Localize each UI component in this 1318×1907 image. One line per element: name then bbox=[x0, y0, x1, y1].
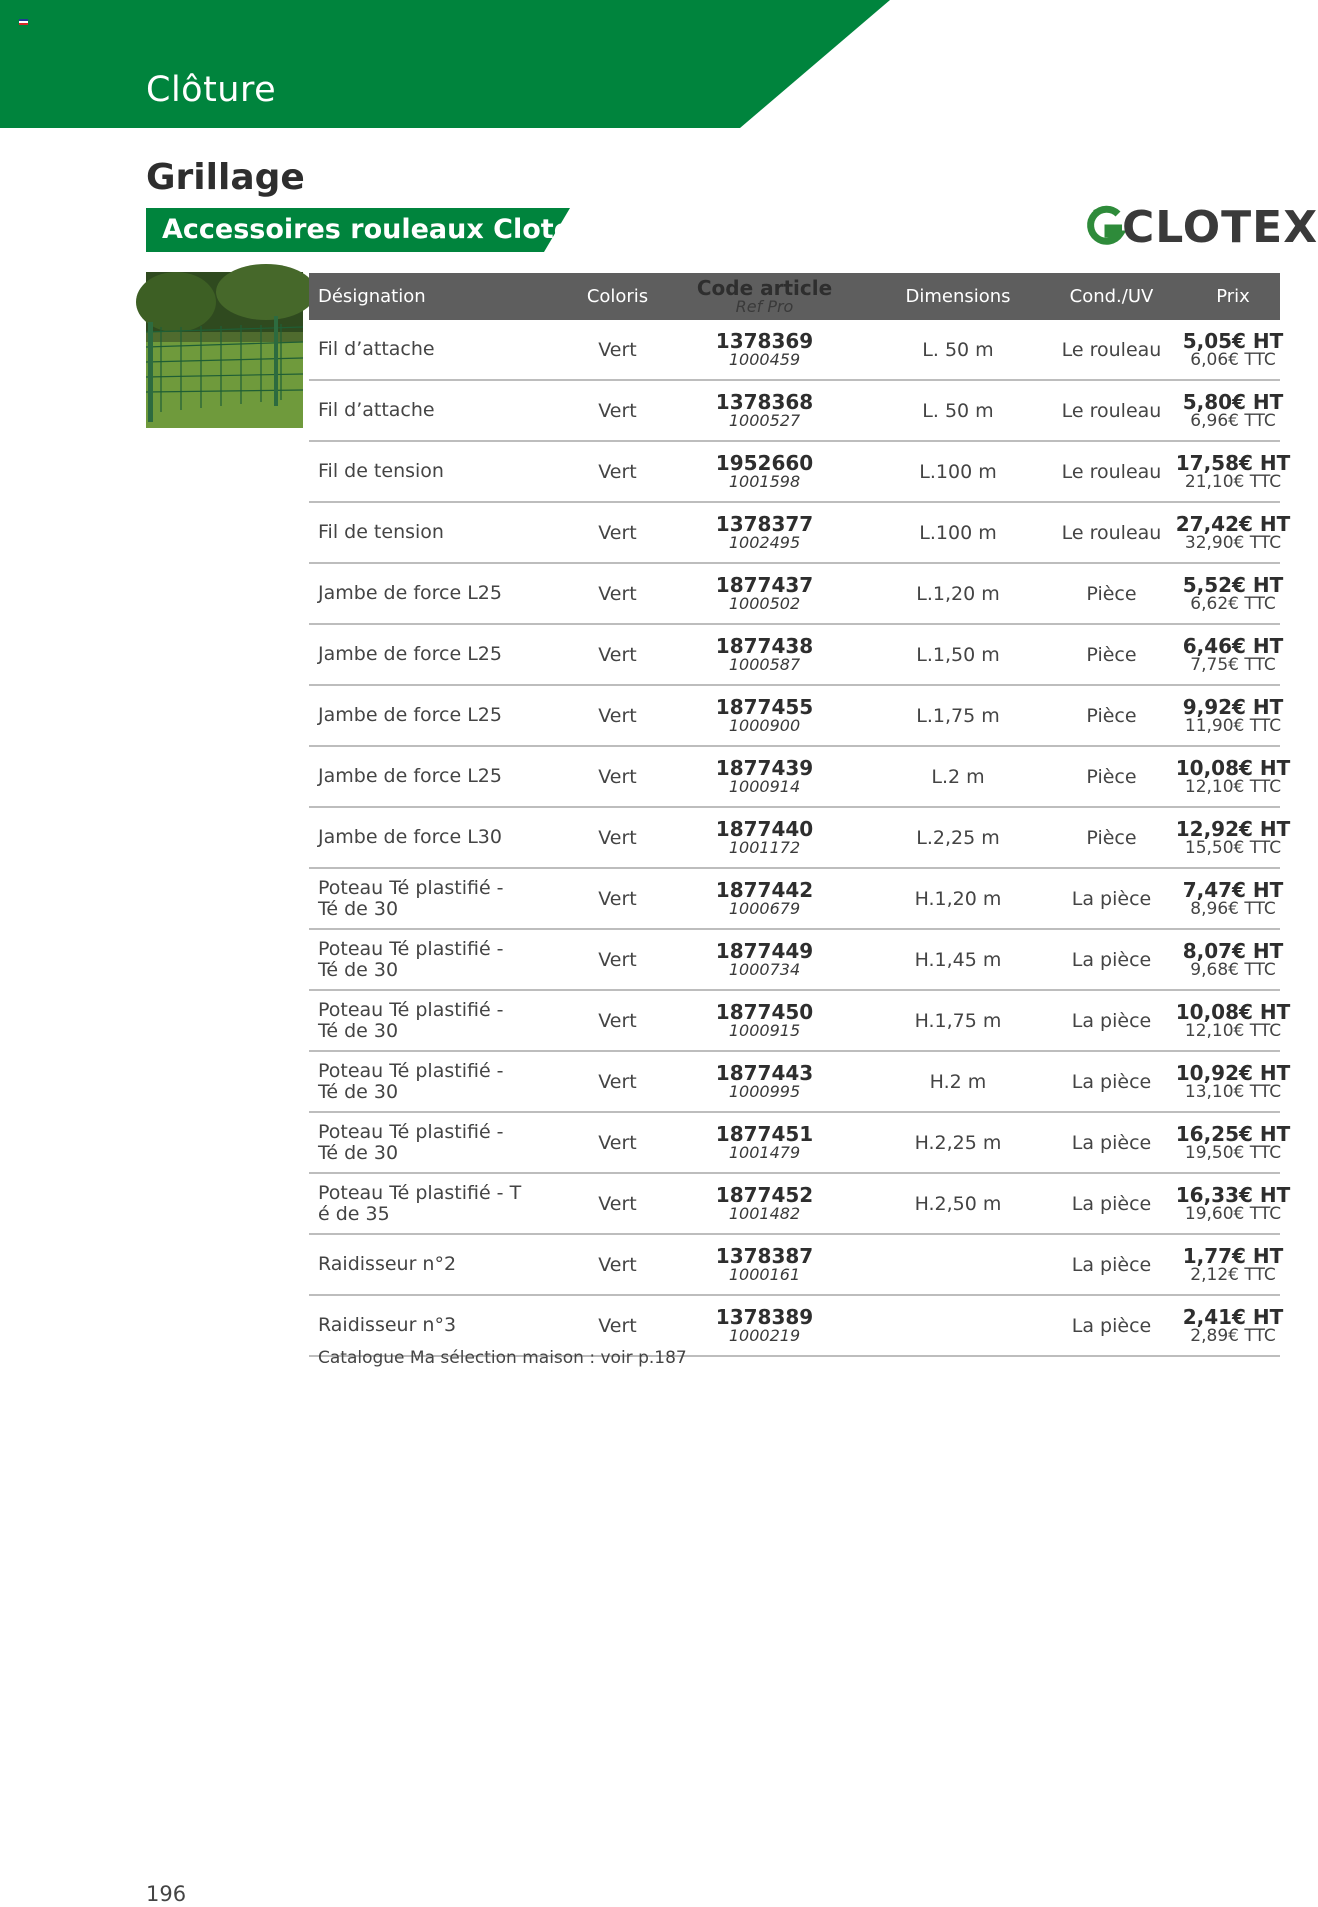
table-row bbox=[309, 1052, 1291, 1113]
cell-designation bbox=[318, 1174, 548, 1233]
price-ht: 12,92€ HT bbox=[1175, 816, 1291, 841]
cell-designation bbox=[318, 442, 548, 501]
cell-designation bbox=[318, 1235, 548, 1294]
ref-pro: 1000734 bbox=[728, 960, 801, 979]
cell-prix bbox=[1175, 1113, 1291, 1172]
table-row bbox=[309, 747, 1291, 808]
price-ttc: 7,75€ TTC bbox=[1190, 654, 1276, 675]
dimensions-value: L.1,50 m bbox=[916, 643, 1000, 666]
designation-line-1: Jambe de force L25 bbox=[318, 704, 502, 726]
price-ht: 5,80€ HT bbox=[1182, 389, 1284, 414]
price-ttc: 19,60€ TTC bbox=[1184, 1203, 1282, 1224]
cond-value: Pièce bbox=[1086, 582, 1137, 605]
header-cond-label: Cond./UV bbox=[1069, 286, 1154, 307]
coloris-value: Vert bbox=[598, 399, 637, 422]
cell-cond bbox=[1037, 564, 1186, 623]
ref-pro: 1000219 bbox=[728, 1326, 801, 1345]
ref-pro: 1000527 bbox=[728, 411, 801, 430]
header-code-label: Code article bbox=[696, 276, 833, 300]
cell-designation bbox=[318, 686, 548, 745]
price-ttc: 32,90€ TTC bbox=[1184, 532, 1282, 553]
price-ht: 9,92€ HT bbox=[1182, 694, 1284, 719]
price-ht: 10,08€ HT bbox=[1175, 755, 1291, 780]
price-ht: 27,42€ HT bbox=[1175, 511, 1291, 536]
page-title: Grillage bbox=[146, 157, 305, 198]
designation-line-1: Poteau Té plastifié - bbox=[318, 1120, 504, 1143]
cell-cond bbox=[1037, 1113, 1186, 1172]
price-ttc: 8,96€ TTC bbox=[1190, 898, 1276, 919]
cell-coloris bbox=[547, 686, 688, 745]
price-ttc: 12,10€ TTC bbox=[1184, 776, 1282, 797]
header-banner bbox=[0, 0, 1280, 128]
cell-prix bbox=[1182, 686, 1284, 745]
subtitle-banner bbox=[146, 208, 590, 252]
dimensions-value: L. 50 m bbox=[922, 338, 994, 361]
coloris-value: Vert bbox=[598, 887, 637, 910]
cell-cond bbox=[1037, 381, 1186, 440]
cell-designation bbox=[318, 991, 548, 1050]
cell-code bbox=[687, 991, 842, 1050]
cell-coloris bbox=[547, 442, 688, 501]
cell-coloris bbox=[547, 625, 688, 684]
cond-value: Le rouleau bbox=[1061, 460, 1162, 483]
dimensions-value: H.2,50 m bbox=[914, 1192, 1002, 1215]
price-ht: 16,33€ HT bbox=[1175, 1182, 1291, 1207]
cell-code bbox=[687, 1113, 842, 1172]
code-article: 1952660 bbox=[715, 451, 814, 475]
table-header bbox=[309, 273, 1280, 320]
ref-pro: 1000995 bbox=[728, 1082, 801, 1101]
coloris-value: Vert bbox=[598, 1070, 637, 1093]
cell-coloris bbox=[547, 564, 688, 623]
cell-dimensions bbox=[879, 869, 1037, 928]
coloris-value: Vert bbox=[598, 765, 637, 788]
designation-line-2: Té de 30 bbox=[318, 1080, 399, 1103]
code-article: 1877451 bbox=[715, 1122, 814, 1146]
price-ht: 16,25€ HT bbox=[1175, 1121, 1291, 1146]
cell-designation bbox=[318, 1052, 548, 1111]
ref-pro: 1000914 bbox=[728, 777, 801, 796]
designation-line-1: Fil d’attache bbox=[318, 399, 435, 421]
designation-line-1: Fil de tension bbox=[318, 460, 444, 482]
ref-pro: 1000161 bbox=[728, 1265, 801, 1284]
table-row bbox=[309, 1113, 1291, 1174]
cell-prix bbox=[1182, 564, 1284, 623]
coloris-value: Vert bbox=[598, 521, 637, 544]
table-row bbox=[309, 442, 1291, 503]
cell-cond bbox=[1037, 808, 1186, 867]
cell-designation bbox=[318, 747, 548, 806]
cell-cond bbox=[1037, 930, 1186, 989]
dimensions-value: L.1,75 m bbox=[916, 704, 1000, 727]
designation-line-1: Poteau Té plastifié - bbox=[318, 937, 504, 960]
ref-pro: 1000587 bbox=[728, 655, 801, 674]
cell-prix bbox=[1182, 869, 1284, 928]
cell-code bbox=[687, 686, 842, 745]
price-ttc: 12,10€ TTC bbox=[1184, 1020, 1282, 1041]
coloris-value: Vert bbox=[598, 582, 637, 605]
cell-prix bbox=[1182, 320, 1284, 379]
page-number: 196 bbox=[146, 1882, 187, 1906]
coloris-value: Vert bbox=[598, 704, 637, 727]
code-article: 1877442 bbox=[715, 878, 814, 902]
cell-cond bbox=[1037, 442, 1186, 501]
designation-line-1: Poteau Té plastifié - bbox=[318, 876, 504, 899]
cell-designation bbox=[318, 503, 548, 562]
cond-value: La pièce bbox=[1071, 887, 1152, 910]
dimensions-value: L.2 m bbox=[931, 765, 985, 788]
cond-value: Pièce bbox=[1086, 765, 1137, 788]
price-ttc: 9,68€ TTC bbox=[1190, 959, 1276, 980]
table-row bbox=[309, 808, 1291, 869]
cell-designation bbox=[318, 320, 548, 379]
dimensions-value: L.100 m bbox=[919, 460, 997, 483]
cond-value: La pièce bbox=[1071, 948, 1152, 971]
ref-pro: 1000915 bbox=[728, 1021, 801, 1040]
coloris-value: Vert bbox=[598, 338, 637, 361]
cell-cond bbox=[1037, 1174, 1186, 1233]
table-row bbox=[309, 869, 1284, 930]
price-ttc: 15,50€ TTC bbox=[1184, 837, 1282, 858]
header-coloris bbox=[547, 273, 688, 320]
cell-code bbox=[687, 747, 842, 806]
cell-designation bbox=[318, 808, 548, 867]
cell-prix bbox=[1175, 991, 1291, 1050]
code-article: 1877452 bbox=[715, 1183, 814, 1207]
cell-coloris bbox=[547, 1052, 688, 1111]
price-ttc: 6,96€ TTC bbox=[1190, 410, 1276, 431]
cell-coloris bbox=[547, 381, 688, 440]
cell-cond bbox=[1037, 747, 1186, 806]
cell-cond bbox=[1037, 1235, 1186, 1294]
ref-pro: 1000502 bbox=[728, 594, 801, 613]
cell-prix bbox=[1182, 381, 1284, 440]
cell-dimensions bbox=[879, 1113, 1037, 1172]
cell-coloris bbox=[547, 808, 688, 867]
product-photo bbox=[146, 272, 303, 428]
code-article: 1378377 bbox=[715, 512, 814, 536]
price-ttc: 11,90€ TTC bbox=[1184, 715, 1282, 736]
dimensions-value: H.2,25 m bbox=[914, 1131, 1002, 1154]
cell-dimensions bbox=[879, 930, 1037, 989]
cond-value: La pièce bbox=[1071, 1192, 1152, 1215]
cell-dimensions bbox=[879, 991, 1037, 1050]
designation-line-1: Poteau Té plastifié - bbox=[318, 1059, 504, 1082]
header-dimensions-label: Dimensions bbox=[905, 286, 1011, 307]
price-ttc: 6,06€ TTC bbox=[1190, 349, 1276, 370]
cell-prix bbox=[1175, 747, 1291, 806]
flag-stripe-red bbox=[19, 23, 28, 25]
price-ht: 5,05€ HT bbox=[1182, 328, 1284, 353]
code-article: 1877450 bbox=[715, 1000, 814, 1024]
price-ht: 8,07€ HT bbox=[1182, 938, 1284, 963]
cell-code bbox=[687, 1296, 842, 1355]
dimensions-value: H.1,75 m bbox=[914, 1009, 1002, 1032]
cell-dimensions bbox=[879, 686, 1037, 745]
cell-dimensions bbox=[879, 381, 1037, 440]
header-code bbox=[687, 273, 842, 320]
cell-cond bbox=[1037, 503, 1186, 562]
cell-code bbox=[687, 930, 842, 989]
fence-illustration bbox=[146, 272, 303, 428]
french-flag-icon bbox=[19, 19, 28, 25]
table-row bbox=[309, 503, 1291, 564]
cell-cond bbox=[1037, 625, 1186, 684]
logo-text: CLOTEX bbox=[1122, 202, 1318, 253]
price-ttc: 6,62€ TTC bbox=[1190, 593, 1276, 614]
cell-coloris bbox=[547, 869, 688, 928]
cond-value: Le rouleau bbox=[1061, 399, 1162, 422]
code-article: 1877440 bbox=[715, 817, 814, 841]
price-ttc: 2,89€ TTC bbox=[1190, 1325, 1276, 1346]
code-article: 1877439 bbox=[715, 756, 814, 780]
coloris-value: Vert bbox=[598, 460, 637, 483]
table-body bbox=[309, 320, 1291, 1357]
cell-cond bbox=[1037, 686, 1186, 745]
code-article: 1877449 bbox=[715, 939, 814, 963]
designation-line-1: Jambe de force L25 bbox=[318, 643, 502, 665]
header-designation-label: Désignation bbox=[318, 286, 426, 307]
designation-line-1: Fil d’attache bbox=[318, 338, 435, 360]
cell-code bbox=[687, 1174, 842, 1233]
cell-cond bbox=[1037, 991, 1186, 1050]
table-row bbox=[309, 320, 1284, 381]
cell-dimensions bbox=[879, 442, 1037, 501]
header-coloris-label: Coloris bbox=[586, 286, 649, 307]
cell-code bbox=[687, 1235, 842, 1294]
cond-value: Le rouleau bbox=[1061, 521, 1162, 544]
designation-line-2: Té de 30 bbox=[318, 958, 399, 981]
ref-pro: 1001172 bbox=[728, 838, 801, 857]
cell-coloris bbox=[547, 747, 688, 806]
cell-code bbox=[687, 1052, 842, 1111]
clotex-logo-icon bbox=[1088, 206, 1124, 250]
coloris-value: Vert bbox=[598, 948, 637, 971]
designation-line-1: Poteau Té plastifié - T bbox=[318, 1181, 522, 1204]
cond-value: Pièce bbox=[1086, 704, 1137, 727]
cell-dimensions bbox=[879, 1235, 1037, 1294]
cell-coloris bbox=[547, 1235, 688, 1294]
subtitle: Accessoires rouleaux Clotex bbox=[162, 214, 590, 245]
dimensions-value: L.100 m bbox=[919, 521, 997, 544]
cell-code bbox=[687, 503, 842, 562]
cond-value: La pièce bbox=[1071, 1253, 1152, 1276]
price-ht: 10,08€ HT bbox=[1175, 999, 1291, 1024]
cell-code bbox=[687, 564, 842, 623]
cell-code bbox=[687, 869, 842, 928]
price-ttc: 13,10€ TTC bbox=[1184, 1081, 1282, 1102]
cell-dimensions bbox=[879, 1052, 1037, 1111]
cell-coloris bbox=[547, 503, 688, 562]
cell-dimensions bbox=[879, 503, 1037, 562]
header-designation bbox=[318, 273, 538, 320]
designation-line-2: Té de 30 bbox=[318, 1141, 399, 1164]
cell-dimensions bbox=[879, 1296, 1037, 1355]
header-dimensions bbox=[879, 273, 1037, 320]
table-row bbox=[309, 686, 1284, 747]
cond-value: La pièce bbox=[1071, 1131, 1152, 1154]
cell-dimensions bbox=[879, 320, 1037, 379]
cell-prix bbox=[1182, 1235, 1284, 1294]
cell-designation bbox=[318, 1113, 548, 1172]
cell-prix bbox=[1175, 503, 1291, 562]
dimensions-value: H.1,20 m bbox=[914, 887, 1002, 910]
price-ttc: 21,10€ TTC bbox=[1184, 471, 1282, 492]
dimensions-value: H.2 m bbox=[929, 1070, 987, 1093]
ref-pro: 1000900 bbox=[728, 716, 801, 735]
cond-value: Pièce bbox=[1086, 643, 1137, 666]
coloris-value: Vert bbox=[598, 826, 637, 849]
ref-pro: 1001598 bbox=[728, 472, 801, 491]
cell-coloris bbox=[547, 320, 688, 379]
price-ht: 17,58€ HT bbox=[1175, 450, 1291, 475]
designation-line-1: Jambe de force L25 bbox=[318, 582, 502, 604]
cell-designation bbox=[318, 1296, 548, 1355]
ref-pro: 1001482 bbox=[728, 1204, 801, 1223]
price-ht: 7,47€ HT bbox=[1182, 877, 1284, 902]
table-row bbox=[309, 991, 1291, 1052]
cell-dimensions bbox=[879, 564, 1037, 623]
header-prix bbox=[1186, 273, 1280, 320]
price-ttc: 19,50€ TTC bbox=[1184, 1142, 1282, 1163]
header-prix-label: Prix bbox=[1216, 286, 1250, 307]
cond-value: La pièce bbox=[1071, 1009, 1152, 1032]
designation-line-2: é de 35 bbox=[318, 1202, 390, 1225]
code-article: 1378368 bbox=[715, 390, 814, 414]
coloris-value: Vert bbox=[598, 1253, 637, 1276]
cell-dimensions bbox=[879, 1174, 1037, 1233]
cond-value: La pièce bbox=[1071, 1070, 1152, 1093]
designation-line-1: Poteau Té plastifié - bbox=[318, 998, 504, 1021]
coloris-value: Vert bbox=[598, 1192, 637, 1215]
cell-dimensions bbox=[879, 747, 1037, 806]
cell-prix bbox=[1175, 442, 1291, 501]
cell-coloris bbox=[547, 930, 688, 989]
cell-coloris bbox=[547, 1113, 688, 1172]
cell-cond bbox=[1037, 320, 1186, 379]
code-article: 1378387 bbox=[715, 1244, 814, 1268]
cell-code bbox=[687, 808, 842, 867]
price-ht: 2,41€ HT bbox=[1182, 1304, 1284, 1329]
cell-prix bbox=[1182, 1296, 1284, 1355]
cell-designation bbox=[318, 625, 548, 684]
cell-prix bbox=[1175, 808, 1291, 867]
cell-code bbox=[687, 381, 842, 440]
code-article: 1877437 bbox=[715, 573, 814, 597]
price-ht: 6,46€ HT bbox=[1182, 633, 1284, 658]
cell-designation bbox=[318, 564, 548, 623]
cell-designation bbox=[318, 869, 548, 928]
designation-line-2: Té de 30 bbox=[318, 897, 399, 920]
cell-prix bbox=[1175, 1174, 1291, 1233]
cell-coloris bbox=[547, 1174, 688, 1233]
cell-coloris bbox=[547, 991, 688, 1050]
cell-cond bbox=[1037, 1052, 1186, 1111]
table-row bbox=[309, 1235, 1284, 1296]
table-row bbox=[309, 1174, 1291, 1235]
ref-pro: 1000679 bbox=[728, 899, 801, 918]
cell-cond bbox=[1037, 1296, 1186, 1355]
header-ref-label: Ref Pro bbox=[735, 297, 794, 316]
footnote: Catalogue Ma sélection maison : voir p.187 bbox=[318, 1348, 687, 1368]
cell-code bbox=[687, 625, 842, 684]
designation-line-1: Raidisseur n°2 bbox=[318, 1253, 457, 1275]
cell-code bbox=[687, 320, 842, 379]
cell-designation bbox=[318, 381, 548, 440]
coloris-value: Vert bbox=[598, 1009, 637, 1032]
dimensions-value: H.1,45 m bbox=[914, 948, 1002, 971]
coloris-value: Vert bbox=[598, 1131, 637, 1154]
designation-line-1: Fil de tension bbox=[318, 521, 444, 543]
price-ht: 5,52€ HT bbox=[1182, 572, 1284, 597]
dimensions-value: L. 50 m bbox=[922, 399, 994, 422]
ref-pro: 1000459 bbox=[728, 350, 801, 369]
price-ht: 1,77€ HT bbox=[1182, 1243, 1284, 1268]
cell-dimensions bbox=[879, 808, 1037, 867]
cell-cond bbox=[1037, 869, 1186, 928]
price-ttc: 2,12€ TTC bbox=[1190, 1264, 1276, 1285]
code-article: 1877443 bbox=[715, 1061, 814, 1085]
designation-line-1: Jambe de force L30 bbox=[318, 826, 502, 848]
table-row bbox=[309, 930, 1284, 991]
cell-designation bbox=[318, 930, 548, 989]
cell-code bbox=[687, 442, 842, 501]
cell-prix bbox=[1175, 1052, 1291, 1111]
clotex-logo bbox=[1088, 202, 1318, 254]
dimensions-value: L.1,20 m bbox=[916, 582, 1000, 605]
table-row bbox=[309, 625, 1284, 686]
cell-coloris bbox=[547, 1296, 688, 1355]
section-title: Clôture bbox=[146, 70, 277, 110]
ref-pro: 1001479 bbox=[728, 1143, 801, 1162]
cell-prix bbox=[1182, 930, 1284, 989]
cond-value: Pièce bbox=[1086, 826, 1137, 849]
code-article: 1378369 bbox=[715, 329, 814, 353]
code-article: 1877438 bbox=[715, 634, 814, 658]
price-ht: 10,92€ HT bbox=[1175, 1060, 1291, 1085]
coloris-value: Vert bbox=[598, 643, 637, 666]
code-article: 1378389 bbox=[715, 1305, 814, 1329]
cond-value: La pièce bbox=[1071, 1314, 1152, 1337]
table-row bbox=[309, 381, 1284, 442]
designation-line-1: Raidisseur n°3 bbox=[318, 1314, 457, 1336]
table-row bbox=[309, 564, 1284, 625]
product-table bbox=[309, 273, 1291, 1357]
coloris-value: Vert bbox=[598, 1314, 637, 1337]
code-article: 1877455 bbox=[715, 695, 814, 719]
designation-line-2: Té de 30 bbox=[318, 1019, 399, 1042]
dimensions-value: L.2,25 m bbox=[916, 826, 1000, 849]
designation-line-1: Jambe de force L25 bbox=[318, 765, 502, 787]
cell-prix bbox=[1182, 625, 1284, 684]
ref-pro: 1002495 bbox=[728, 533, 801, 552]
header-cond bbox=[1037, 273, 1186, 320]
cond-value: Le rouleau bbox=[1061, 338, 1162, 361]
cell-dimensions bbox=[879, 625, 1037, 684]
